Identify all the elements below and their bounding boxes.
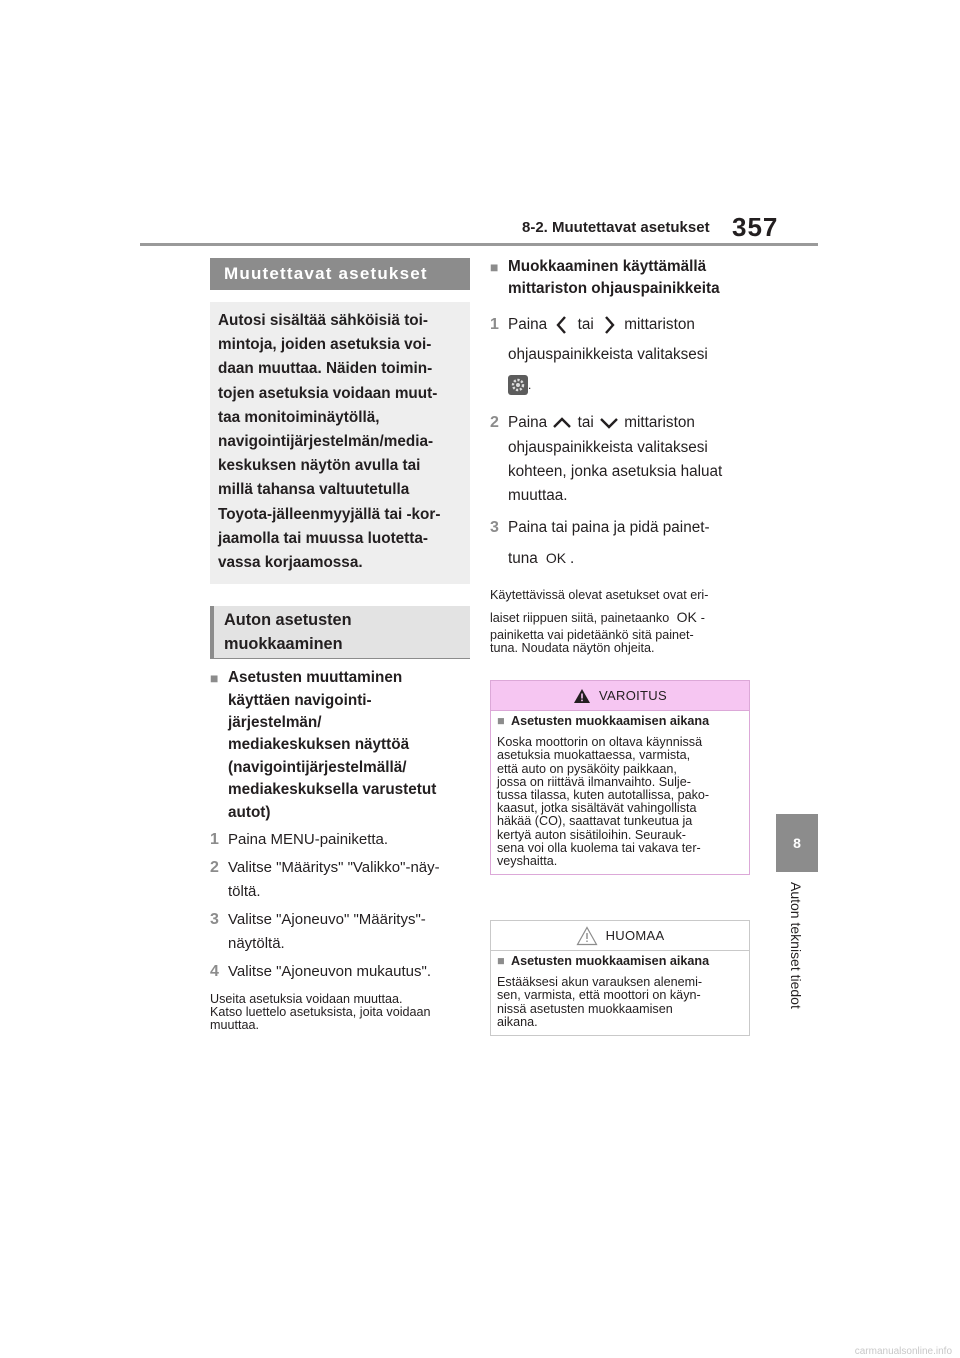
notice-line: Estääksesi akun varauksen alenemi- xyxy=(497,975,703,990)
warning-line: Koska moottorin on oltava käynnissä xyxy=(497,735,703,750)
note xyxy=(490,584,752,655)
square-bullet-icon: ■ xyxy=(497,714,505,728)
intro-line: taa monitoiminäytöllä, xyxy=(218,408,380,426)
chevron-right-icon xyxy=(598,313,620,337)
warning-triangle-icon xyxy=(573,688,591,704)
warning-box xyxy=(490,680,750,875)
note-line: painiketta vai pidetäänkö sitä painet- xyxy=(490,627,694,642)
warning-line: asetuksia muokattaessa, varmista, xyxy=(497,748,691,763)
step-text: ohjauspainikkeista valitaksesi xyxy=(508,346,708,364)
procedure-heading-line: Asetusten muuttaminen xyxy=(228,669,403,687)
step-text: tai xyxy=(577,315,594,333)
notice-line: sen, varmista, että moottori on käyn- xyxy=(497,988,701,1003)
procedure-heading-line: autot) xyxy=(228,803,271,821)
note-line: Useita asetuksia voidaan muuttaa. xyxy=(210,992,403,1007)
step-text: mittariston xyxy=(624,315,695,333)
intro-line: Autosi sisältää sähköisiä toi- xyxy=(218,312,428,329)
intro-line: vassa korjaamossa. xyxy=(218,554,363,572)
ok-button-icon: OK xyxy=(545,550,567,567)
caution-triangle-icon xyxy=(576,926,598,946)
subsection-title-line: Auton asetusten xyxy=(224,611,352,630)
notice-line: nissä asetusten muokkaamisen xyxy=(497,1001,673,1016)
notice-body xyxy=(491,951,749,1035)
intro-box xyxy=(210,302,470,584)
step-number: 1 xyxy=(210,831,219,849)
square-bullet-icon: ■ xyxy=(490,259,499,275)
notice-header xyxy=(491,921,749,951)
chapter-label: Auton tekniset tiedot xyxy=(788,882,804,1009)
step-text: näytöltä. xyxy=(228,935,285,953)
chevron-up-icon xyxy=(551,411,573,435)
chevron-left-icon xyxy=(551,313,573,337)
step-text: Paina tai paina ja pidä painet- xyxy=(508,519,710,537)
step-text: Valitse "Ajoneuvon mukautus". xyxy=(228,963,431,981)
warning-body xyxy=(491,711,749,874)
header-rule xyxy=(140,243,818,246)
warning-line: jossa on riittävä ilmanvaihto. Sulje- xyxy=(497,774,691,789)
settings-gear-icon xyxy=(508,375,528,395)
step-text: tuna xyxy=(508,550,538,568)
step-2 xyxy=(490,411,752,508)
step-text: Paina xyxy=(508,414,548,432)
warning-line: että auto on pysäköity paikkaan, xyxy=(497,761,677,776)
step-text: Valitse "Määritys" "Valikko"-näy- xyxy=(228,859,440,877)
warning-line: kertyä auton sisätiloihin. Seurauk- xyxy=(497,827,687,842)
section-title: Muutettavat asetukset xyxy=(210,258,470,290)
procedure-heading-line: mediakeskuksen näyttöä xyxy=(228,736,410,754)
step-1 xyxy=(210,828,470,852)
intro-line: jaamolla tai muussa luotetta- xyxy=(218,529,428,547)
step-text: töltä. xyxy=(228,883,261,901)
note-line: Katso luettelo asetuksista, joita voidaan xyxy=(210,1005,431,1020)
note-line: - xyxy=(700,610,705,625)
step-4 xyxy=(210,960,470,984)
note-line: muuttaa. xyxy=(210,1018,260,1033)
step-text: . xyxy=(570,550,575,568)
step-text: kohteen, jonka asetuksia haluat xyxy=(508,462,723,480)
procedure-heading-line: käyttäen navigointi- xyxy=(228,691,372,709)
square-bullet-icon: ■ xyxy=(497,954,505,968)
note-line: tuna. Noudata näytön ohjeita. xyxy=(490,640,655,655)
intro-line: Toyota-jälleenmyyjällä tai -kor- xyxy=(218,505,441,523)
step-text: Paina xyxy=(508,315,548,333)
right-column xyxy=(490,256,752,655)
step-text: tai xyxy=(577,414,594,432)
ok-button-icon: OK xyxy=(676,608,697,625)
notice-title: HUOMAA xyxy=(605,928,665,943)
intro-line: keskuksen näytön avulla tai xyxy=(218,457,421,475)
step-number: 3 xyxy=(490,519,499,537)
intro-line: navigointijärjestelmän/media- xyxy=(218,433,434,451)
square-bullet-icon: ■ xyxy=(210,670,219,687)
note xyxy=(210,993,470,1032)
warning-line: tussa tilassa, kuten autotallissa, pako- xyxy=(497,788,710,803)
step-text: . xyxy=(528,378,532,393)
procedure-heading-line: järjestelmän/ xyxy=(228,714,322,732)
running-header: 8-2. Muutettavat asetukset xyxy=(522,219,710,236)
chapter-tab: 8 xyxy=(776,814,818,872)
note-line: Käytettävissä olevat asetukset ovat eri- xyxy=(490,587,709,602)
subsection-title-line: muokkaaminen xyxy=(224,635,343,654)
warning-line: sena voi olla kuolema tai vakava ter- xyxy=(497,840,701,855)
warning-subheading xyxy=(497,715,743,728)
procedure-heading-line: Muokkaaminen käyttämällä xyxy=(508,258,707,275)
procedure-heading-line: (navigointijärjestelmällä/ xyxy=(228,758,407,776)
intro-line: mintoja, joiden asetuksia voi- xyxy=(218,336,432,354)
subsection-title xyxy=(210,606,470,659)
left-column xyxy=(210,258,470,1032)
step-1 xyxy=(490,313,752,401)
procedure-heading-line: mediakeskuksella varustetut xyxy=(228,781,437,799)
step-number: 1 xyxy=(490,315,499,333)
warning-line: veyshaitta. xyxy=(497,854,558,869)
procedure-heading xyxy=(210,667,470,824)
warning-header xyxy=(491,681,749,711)
chevron-down-icon xyxy=(598,411,620,435)
step-text: mittariston xyxy=(624,414,695,432)
warning-line: häkää (CO), saattavat tunkeutua ja xyxy=(497,814,693,829)
step-number: 2 xyxy=(210,859,219,877)
warning-line: kaasut, jotka sisältävät vahingollista xyxy=(497,801,697,816)
step-3 xyxy=(490,516,752,571)
watermark: carmanualsonline.info xyxy=(854,1346,952,1357)
step-text: Valitse "Ajoneuvo" "Määritys"- xyxy=(228,911,426,929)
notice-subheading xyxy=(497,955,743,968)
step-text: muuttaa. xyxy=(508,486,568,504)
step-3 xyxy=(210,908,470,956)
note-line: laiset riippuen siitä, painetaanko xyxy=(490,610,670,625)
warning-subheading-text: Asetusten muokkaamisen aikana xyxy=(511,714,710,728)
intro-line: tojen asetuksia voidaan muut- xyxy=(218,384,438,402)
intro-line: millä tahansa valtuutetulla xyxy=(218,481,410,499)
notice-line: aikana. xyxy=(497,1014,538,1029)
notice-subheading-text: Asetusten muokkaamisen aikana xyxy=(511,954,710,968)
page-number: 357 xyxy=(732,212,779,242)
step-number: 4 xyxy=(210,963,219,981)
step-number: 3 xyxy=(210,911,219,929)
step-number: 2 xyxy=(490,414,499,432)
intro-line: daan muuttaa. Näiden toimin- xyxy=(218,360,433,378)
notice-box xyxy=(490,920,750,1036)
procedure-heading-line: mittariston ohjauspainikkeita xyxy=(508,280,720,298)
step-text: ohjauspainikkeista valitaksesi xyxy=(508,438,708,456)
procedure-heading xyxy=(490,256,752,301)
warning-title: VAROITUS xyxy=(599,688,667,703)
step-2 xyxy=(210,856,470,904)
step-text: Paina MENU-painiketta. xyxy=(228,831,389,849)
